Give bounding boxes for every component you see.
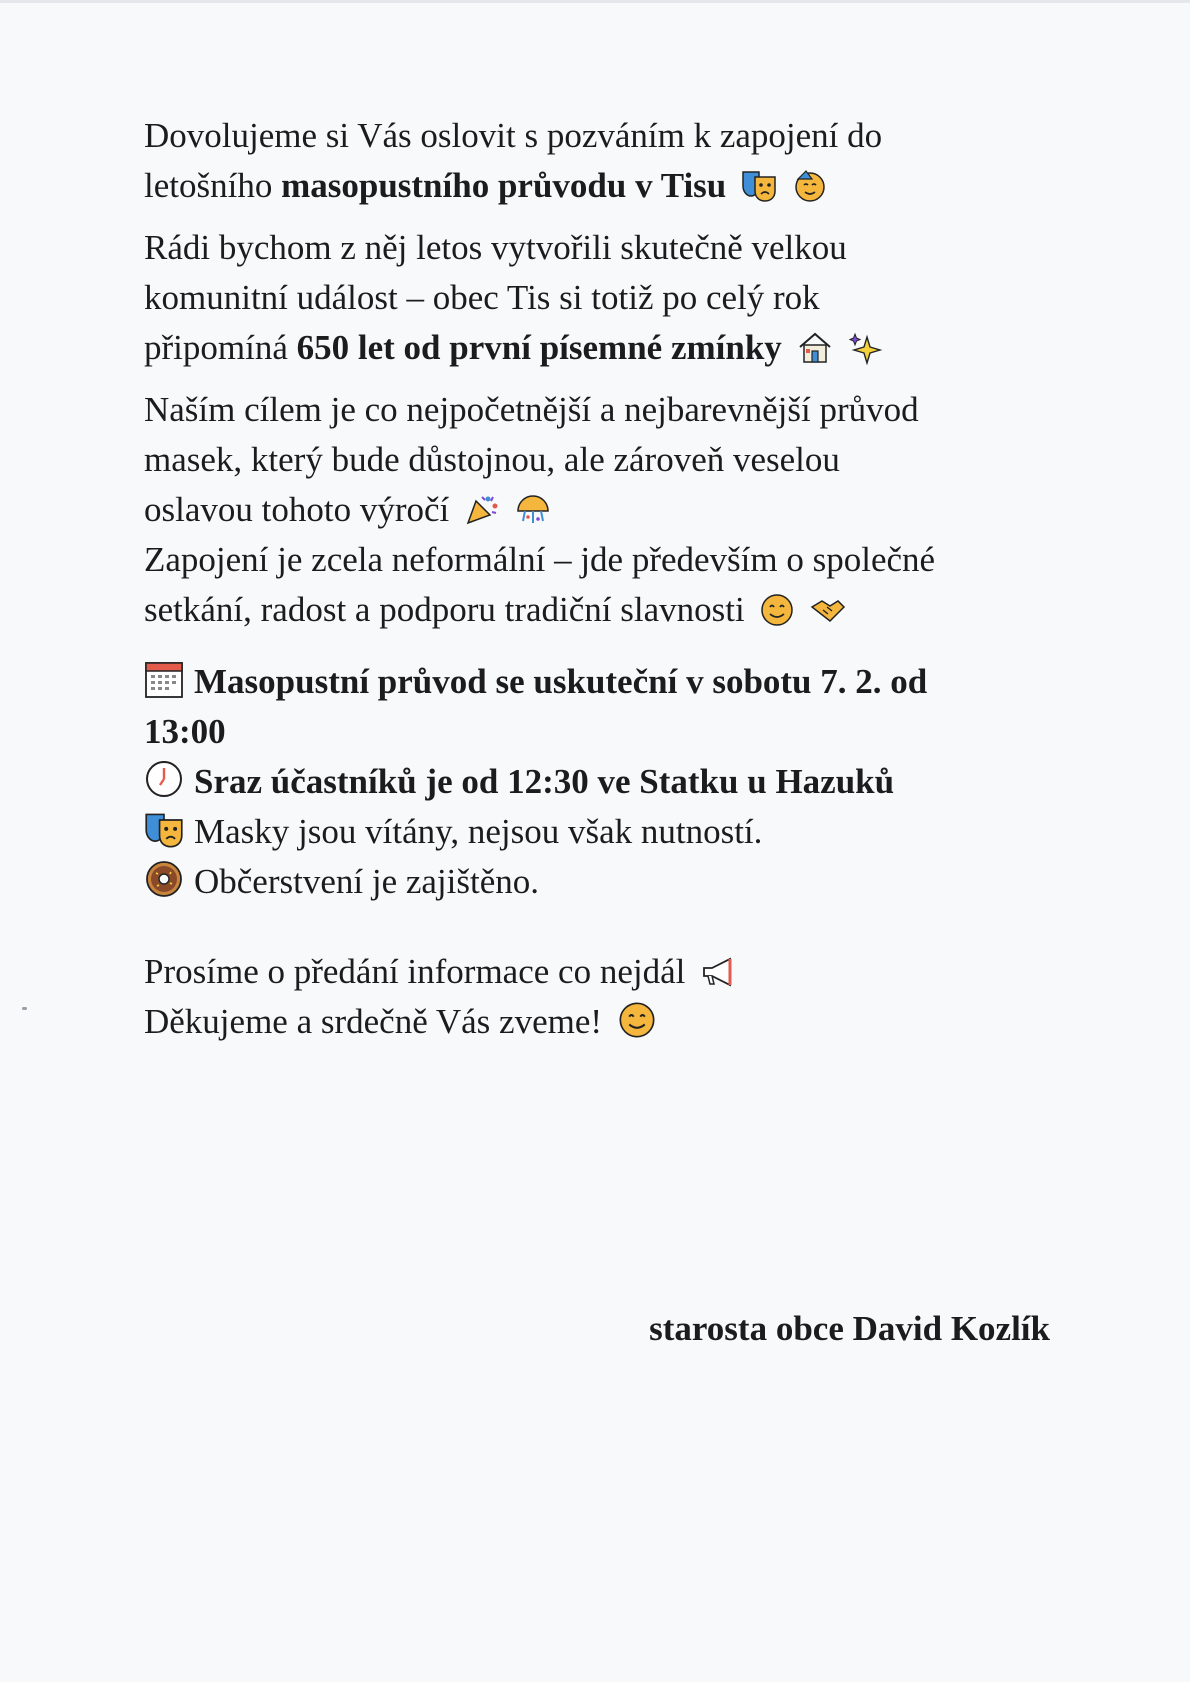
partying-face-icon (792, 169, 828, 203)
share-text: Prosíme o předání informace co nejdál (144, 952, 686, 991)
house-icon (797, 331, 833, 365)
masks-text: Masky jsou vítány, nejsou však nutností. (194, 812, 763, 851)
closing (144, 947, 1094, 1047)
sparkles-icon (847, 331, 883, 365)
goal-paragraph (144, 385, 1094, 535)
letter-body (144, 111, 1094, 1047)
food-paragraph (144, 857, 1094, 907)
anniversary-line-3-prefix: připomíná (144, 328, 297, 367)
informal-line-2 (144, 585, 1094, 635)
food-line (144, 857, 1094, 907)
meet-paragraph (144, 757, 1094, 807)
informal-line-1: Zapojení je zcela neformální – jde především o společné (144, 540, 936, 579)
anniversary-highlight: 650 let od první písemné zmínky (296, 328, 782, 367)
informal-line-2-text: setkání, radost a podporu tradiční slavnosti (144, 590, 745, 629)
intro-line-1: Dovolujeme si Vás oslovit s pozváním k zapojení do (144, 116, 883, 155)
goal-line-1: Naším cílem je co nejpočetnější a nejbarevnější průvod (144, 390, 919, 429)
thanks-paragraph (144, 997, 1094, 1047)
thanks-line (144, 997, 1094, 1047)
food-text: Občerstvení je zajištěno. (194, 862, 540, 901)
event-details (144, 657, 1094, 907)
meet-line (144, 757, 1094, 807)
doughnut-icon (144, 859, 184, 899)
goal-line-2: masek, který bude důstojnou, ale zároveň veselou (144, 440, 840, 479)
performing-arts-icon (741, 169, 777, 203)
goal-line-3 (144, 485, 1094, 535)
date-time: 13:00 (144, 712, 226, 751)
intro-paragraph (144, 111, 1094, 211)
megaphone-icon (700, 955, 740, 989)
share-paragraph (144, 947, 1094, 997)
scan-speck (22, 1007, 27, 1010)
calendar-icon (144, 659, 184, 699)
masks-line (144, 807, 1094, 857)
anniversary-line-1: Rádi bychom z něj letos vytvořili skutečně velkou (144, 228, 847, 267)
anniversary-paragraph (144, 223, 1094, 373)
date-text: Masopustní průvod se uskuteční v sobotu 7. 2. od (194, 662, 928, 701)
handshake-icon (810, 593, 846, 627)
confetti-ball-icon (515, 493, 551, 527)
party-popper-icon (464, 493, 500, 527)
share-line (144, 947, 1094, 997)
signature: starosta obce David Kozlík (649, 1309, 1050, 1348)
masks-paragraph (144, 807, 1094, 857)
date-line (144, 657, 1094, 707)
meet-text: Sraz účastníků je od 12:30 ve Statku u Hazuků (194, 762, 895, 801)
goal-line-3-text: oslavou tohoto výročí (144, 490, 450, 529)
clock-icon (144, 759, 184, 799)
informal-paragraph (144, 535, 1094, 635)
anniversary-line-2: komunitní událost – obec Tis si totiž po celý rok (144, 278, 820, 317)
intro-line-2 (144, 161, 1094, 211)
anniversary-line-3 (144, 323, 1094, 373)
performing-arts-icon (144, 811, 184, 849)
thanks-text: Děkujeme a srdečně Vás zveme! (144, 1002, 603, 1041)
parade-name: masopustního průvodu v Tisu (281, 166, 727, 205)
date-time-line (144, 707, 1094, 757)
intro-line-2-prefix: letošního (144, 166, 282, 205)
smiling-face-icon (759, 593, 795, 627)
date-paragraph (144, 657, 1094, 757)
smiling-face-icon (617, 1001, 657, 1039)
